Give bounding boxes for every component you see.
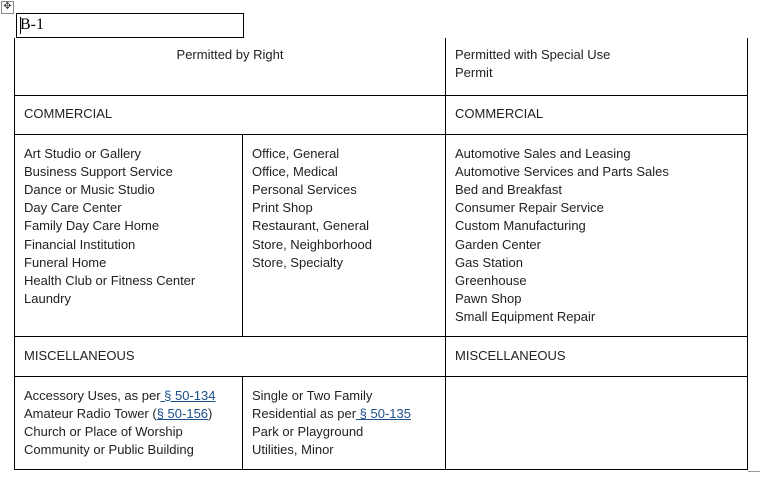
commercial-by-right-col1: [15, 134, 243, 336]
list-item: Personal Services: [252, 181, 357, 197]
list-item: Gas Station: [455, 254, 523, 270]
list-item: Residential as per § 50-135: [252, 405, 411, 421]
list-item: Accessory Uses, as per § 50-134: [24, 387, 216, 403]
misc-label-right: MISCELLANEOUS: [455, 347, 566, 363]
list-item: Funeral Home: [24, 254, 107, 270]
list-item: Family Day Care Home: [24, 218, 160, 234]
misc-label-right-cell: [446, 336, 748, 376]
list-item: Office, General: [252, 145, 340, 161]
list-item: Financial Institution: [24, 236, 136, 252]
commercial-special-use: [446, 134, 748, 336]
list-item: Single or Two Family: [252, 387, 373, 403]
zone-title-text: B-1: [20, 16, 44, 33]
commercial-label-right-cell: [446, 95, 748, 134]
misc-label-left-cell: [15, 336, 446, 376]
list-item: Consumer Repair Service: [455, 200, 604, 216]
list-item: Amateur Radio Tower (§ 50-156): [24, 405, 213, 421]
commercial-label-left-cell: [15, 95, 446, 134]
header-row: [15, 38, 748, 95]
list-item: Office, Medical: [252, 163, 338, 179]
table-move-handle-icon[interactable]: ✥: [1, 1, 14, 14]
list-item: Store, Neighborhood: [252, 236, 372, 252]
list-item: Church or Place of Worship: [24, 423, 183, 439]
list-item: Greenhouse: [455, 272, 527, 288]
commercial-by-right-col2: [243, 134, 446, 336]
commercial-label-left: COMMERCIAL: [24, 106, 113, 122]
table-edge-marker: [748, 471, 760, 472]
zone-title-field[interactable]: [16, 13, 244, 38]
section-50-135-link[interactable]: § 50-135: [356, 405, 411, 421]
list-item: Community or Public Building: [24, 442, 194, 458]
list-item: Print Shop: [252, 200, 313, 216]
header-by-right-label: Permitted by Right: [176, 47, 284, 62]
misc-uses-row: [15, 376, 748, 469]
misc-special-use-empty: [446, 376, 748, 469]
list-item: Park or Playground: [252, 423, 364, 439]
commercial-label-row: [15, 95, 748, 134]
list-item: Utilities, Minor: [252, 442, 334, 458]
header-special-use-label: Permitted with Special Use Permit: [455, 47, 611, 81]
list-item: Dance or Music Studio: [24, 181, 155, 197]
list-item: Business Support Service: [24, 163, 173, 179]
list-item: Health Club or Fitness Center: [24, 272, 196, 288]
misc-col1: [15, 376, 243, 469]
misc-col2: [243, 376, 446, 469]
list-item: Pawn Shop: [455, 291, 522, 307]
commercial-label-right: COMMERCIAL: [455, 106, 544, 122]
section-50-134-link[interactable]: § 50-134: [160, 387, 216, 403]
permitted-uses-table: [14, 38, 748, 470]
header-by-right: [15, 38, 446, 95]
header-special-use: [446, 38, 748, 95]
misc-label-row: [15, 336, 748, 376]
list-item: Store, Specialty: [252, 254, 344, 270]
list-item: Art Studio or Gallery: [24, 145, 142, 161]
commercial-uses-row: [15, 134, 748, 336]
list-item: Laundry: [24, 291, 71, 307]
list-item: Small Equipment Repair: [455, 309, 596, 325]
section-50-156-link[interactable]: § 50-156: [156, 405, 209, 421]
list-item: Bed and Breakfast: [455, 181, 562, 197]
list-item: Automotive Sales and Leasing: [455, 145, 631, 161]
list-item: Restaurant, General: [252, 218, 370, 234]
list-item: Garden Center: [455, 236, 541, 252]
list-item: Custom Manufacturing: [455, 218, 586, 234]
list-item: Automotive Services and Parts Sales: [455, 163, 669, 179]
misc-label-left: MISCELLANEOUS: [24, 347, 135, 363]
list-item: Day Care Center: [24, 200, 122, 216]
